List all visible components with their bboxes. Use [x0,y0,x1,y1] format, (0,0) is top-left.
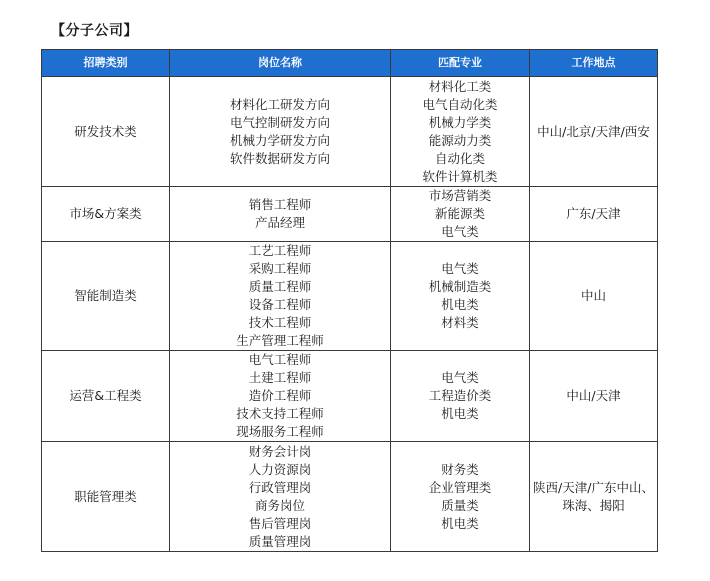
header-major: 匹配专业 [391,50,530,77]
table-header-row [42,50,658,77]
position-item: 电气工程师 [248,352,312,367]
header-position: 岗位名称 [170,50,391,77]
category-cell: 智能制造类 [42,242,170,351]
position-item: 技术支持工程师 [236,406,324,421]
category-cell: 运营&工程类 [42,351,170,442]
major-item: 机电类 [441,297,479,312]
position-item: 行政管理岗 [248,479,312,495]
table-row [42,187,658,242]
majors-cell [391,351,530,442]
majors-cell [391,242,530,351]
position-item: 现场服务工程师 [236,424,324,439]
major-item: 机电类 [441,515,479,531]
location-cell: 中山/北京/天津/西安 [530,77,658,187]
position-item: 工艺工程师 [248,243,312,258]
recruitment-table [41,49,658,552]
position-item: 商务岗位 [254,497,305,513]
major-item: 软件计算机类 [422,168,498,184]
position-item: 产品经理 [254,215,305,230]
major-item: 机电类 [441,406,479,421]
positions-cell [170,442,391,552]
table-row [42,351,658,442]
major-item: 工程造价类 [428,388,492,403]
position-item: 机械力学研发方向 [229,132,330,148]
positions-cell [170,242,391,351]
majors-cell [391,442,530,552]
position-item: 质量管理岗 [248,533,312,549]
header-location: 工作地点 [530,50,658,77]
position-item: 土建工程师 [248,370,312,385]
position-item: 质量工程师 [248,279,312,294]
table-row [42,442,658,552]
major-item: 电气类 [441,261,479,276]
position-item: 人力资源岗 [248,461,312,477]
major-item: 材料化工类 [428,78,492,94]
table-row [42,242,658,351]
position-item: 造价工程师 [248,388,312,403]
majors-cell [391,77,530,187]
major-item: 新能源类 [434,206,485,221]
major-item: 电气自动化类 [422,96,498,112]
major-item: 市场营销类 [428,188,492,203]
section-title: 【分子公司】 [51,23,138,39]
major-item: 企业管理类 [428,479,492,495]
positions-cell [170,351,391,442]
major-item: 能源动力类 [428,132,492,148]
location-cell: 广东/天津 [530,187,658,242]
major-item: 材料类 [441,315,479,330]
major-item: 机械制造类 [428,279,492,294]
major-item: 自动化类 [434,150,485,166]
major-item: 电气类 [441,224,479,239]
major-item: 电气类 [441,370,479,385]
position-item: 软件数据研发方向 [229,150,330,166]
major-item: 质量类 [441,497,479,513]
location-cell: 中山 [530,242,658,351]
header-category: 招聘类别 [42,50,170,77]
position-item: 销售工程师 [248,197,312,212]
category-cell: 市场&方案类 [42,187,170,242]
position-item: 电气控制研发方向 [229,114,330,130]
position-item: 技术工程师 [248,315,312,330]
position-item: 财务会计岗 [248,443,312,459]
major-item: 机械力学类 [428,114,492,130]
table-row [42,77,658,187]
major-item: 财务类 [441,461,479,477]
location-cell: 陕西/天津/广东中山、珠海、揭阳 [530,442,658,552]
position-item: 材料化工研发方向 [229,96,330,112]
category-cell: 研发技术类 [42,77,170,187]
position-item: 设备工程师 [248,297,312,312]
category-cell: 职能管理类 [42,442,170,552]
positions-cell [170,77,391,187]
location-cell: 中山/天津 [530,351,658,442]
position-item: 售后管理岗 [248,515,312,531]
positions-cell [170,187,391,242]
position-item: 采购工程师 [248,261,312,276]
position-item: 生产管理工程师 [236,333,324,348]
majors-cell [391,187,530,242]
